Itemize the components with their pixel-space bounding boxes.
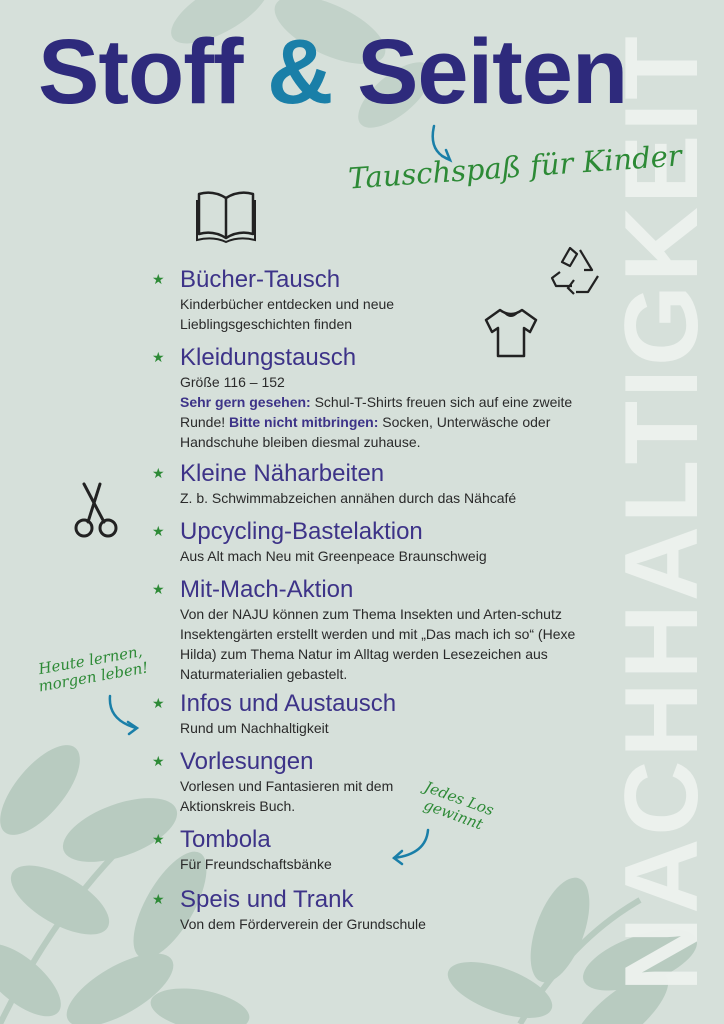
- no-label: Bitte nicht mitbringen:: [229, 414, 379, 430]
- item-text: Von dem Förderverein der Grundschule: [180, 916, 426, 932]
- item-title: Kleine Näharbeiten: [180, 460, 385, 487]
- scissors-icon: [70, 482, 126, 542]
- welcome-text: Schul-T-Shirts freuen sich auf eine zweite Runde!: [180, 394, 573, 430]
- list-item: [152, 344, 610, 452]
- book-icon: [195, 188, 257, 242]
- no-text: Socken, Unterwäsche oder Handschuhe bleiben diesmal zuhause.: [180, 414, 551, 450]
- list-item: [152, 518, 610, 566]
- recycle-icon: [548, 242, 606, 298]
- star-icon: ★: [152, 272, 165, 288]
- item-text: Für Freundschaftsbänke: [180, 856, 332, 872]
- list-item: [152, 886, 610, 934]
- item-title: Bücher-Tausch: [180, 266, 341, 293]
- item-text: Vorlesen und Fantasieren mit dem Aktionskreis Buch.: [180, 778, 394, 814]
- list-item: [152, 690, 610, 738]
- star-icon: ★: [152, 582, 165, 598]
- item-title: Mit-Mach-Aktion: [180, 576, 354, 603]
- page-title: Stoff & Seiten: [38, 21, 628, 123]
- item-title: Vorlesungen: [180, 748, 314, 775]
- list-item: [152, 576, 590, 684]
- list-item: [152, 826, 610, 874]
- list-item: [152, 748, 400, 816]
- item-text: Kinderbücher entdecken und neue Lieblingsgeschichten finden: [180, 296, 395, 332]
- side-text: NACHHALTIGKEIT: [603, 32, 720, 992]
- item-title: Infos und Austausch: [180, 690, 397, 717]
- item-size: Größe 116 – 152: [180, 374, 285, 390]
- star-icon: ★: [152, 466, 165, 482]
- welcome-label: Sehr gern gesehen:: [180, 394, 311, 410]
- item-title: Speis und Trank: [180, 886, 354, 913]
- list-item: [152, 460, 610, 508]
- item-text: [180, 392, 610, 452]
- item-title: Tombola: [180, 826, 271, 853]
- star-icon: ★: [152, 350, 165, 366]
- star-icon: ★: [152, 754, 165, 770]
- item-title: Kleidungstausch: [180, 344, 357, 371]
- note-jedes-los: Jedes Los gewinnt: [421, 777, 497, 834]
- star-icon: ★: [152, 892, 165, 908]
- star-icon: ★: [152, 524, 165, 540]
- item-text: Aus Alt mach Neu mit Greenpeace Braunschweig: [180, 548, 487, 564]
- item-title: Upcycling-Bastelaktion: [180, 518, 423, 545]
- item-text: Z. b. Schwimmabzeichen annähen durch das Nähcafé: [180, 490, 517, 506]
- list-item: [152, 266, 450, 334]
- star-icon: ★: [152, 696, 165, 712]
- star-icon: ★: [152, 832, 165, 848]
- subtitle: Tauschspaß für Kinder: [347, 138, 683, 196]
- item-text: Von der NAJU können zum Thema Insekten und Arten-schutz Insektengärten erstellt werden und mit „Das mach ich so“ (Hexe Hilda) zum Thema Natur im Alltag werden Lesezeichen aus Naturmaterialien gebastelt.: [180, 606, 576, 682]
- item-text: Rund um Nachhaltigkeit: [180, 720, 329, 736]
- note-heute-lernen: Heute lernen, morgen leben!: [37, 642, 150, 696]
- arrow-icon: [104, 692, 144, 738]
